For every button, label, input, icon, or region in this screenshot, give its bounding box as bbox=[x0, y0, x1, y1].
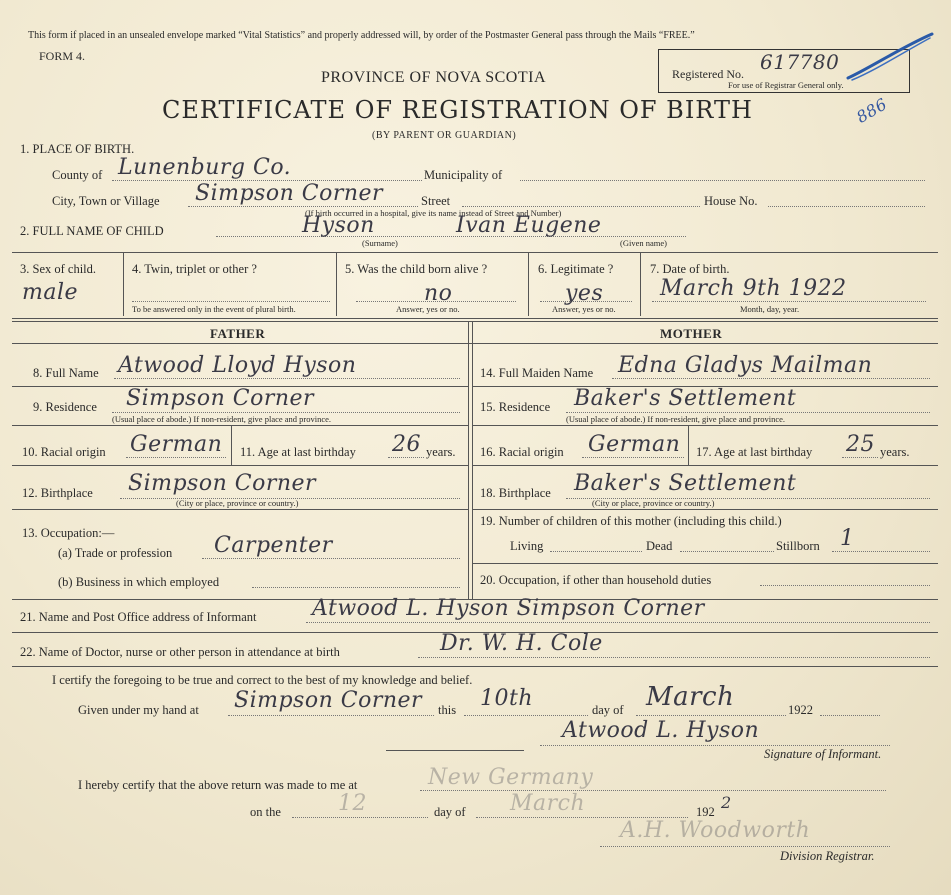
legitimate-value: yes bbox=[565, 281, 604, 306]
day-value: 10th bbox=[480, 686, 534, 711]
divider bbox=[472, 465, 938, 466]
divider bbox=[12, 318, 938, 319]
mother-race: German bbox=[588, 432, 681, 457]
month-line bbox=[636, 715, 786, 716]
mother-years: years. bbox=[880, 445, 910, 459]
registrar-signature-line bbox=[600, 846, 890, 847]
on-the-label: on the bbox=[250, 805, 281, 819]
mother-name-line bbox=[612, 378, 930, 379]
certify-line: I certify the foregoing to be true and correct to the best of my knowledge and belief. bbox=[52, 673, 473, 687]
informant-signature: Atwood L. Hyson bbox=[562, 718, 760, 743]
mother-race-label: 16. Racial origin bbox=[480, 445, 564, 459]
mother-name-label: 14. Full Maiden Name bbox=[480, 366, 594, 380]
business-label: (b) Business in which employed bbox=[58, 575, 220, 589]
registrar-line: I hereby certify that the above return was made to me at bbox=[78, 778, 358, 792]
father-birthplace-label: 12. Birthplace bbox=[22, 486, 93, 500]
father-race-line bbox=[126, 457, 226, 458]
trade-line bbox=[202, 558, 460, 559]
registrar-day: 12 bbox=[338, 791, 367, 816]
mother-age: 25 bbox=[846, 432, 875, 457]
child-given-name: Ivan Eugene bbox=[456, 213, 602, 238]
stillborn-value: 1 bbox=[840, 526, 855, 551]
divider bbox=[688, 425, 689, 465]
child-surname: Hyson bbox=[302, 213, 375, 238]
registrar-place: New Germany bbox=[428, 765, 594, 790]
mother-header: MOTHER bbox=[660, 326, 723, 341]
trade-value: Carpenter bbox=[214, 533, 333, 558]
form-number: FORM 4. bbox=[39, 49, 86, 63]
city-label: City, Town or Village bbox=[52, 194, 160, 208]
side-mark: 886 bbox=[853, 94, 891, 127]
dead-label: Dead bbox=[646, 539, 673, 553]
year-line bbox=[820, 715, 880, 716]
this-label: this bbox=[438, 703, 457, 717]
house-line bbox=[768, 206, 925, 207]
father-race-label: 10. Racial origin bbox=[22, 445, 106, 459]
informant-label: 21. Name and Post Office address of Informant bbox=[20, 610, 257, 624]
trade-label: (a) Trade or profession bbox=[58, 546, 173, 560]
county-value: Lunenburg Co. bbox=[118, 155, 292, 180]
mother-name: Edna Gladys Mailman bbox=[618, 353, 873, 378]
doctor-line bbox=[418, 657, 930, 658]
registered-label: Registered No. bbox=[672, 67, 744, 81]
legitimate-note: Answer, yes or no. bbox=[552, 304, 616, 314]
given-label: Given under my hand at bbox=[78, 703, 199, 717]
alive-value: no bbox=[424, 281, 453, 306]
divider bbox=[12, 666, 938, 667]
postal-notice: This form if placed in an unsealed envelope marked “Vital Statistics” and properly addressed will, by order of the Postmaster General pass through the Mails “FREE.” bbox=[28, 30, 695, 41]
registrar-day-line bbox=[292, 817, 428, 818]
father-age: 26 bbox=[392, 432, 421, 457]
divider bbox=[231, 425, 232, 465]
mother-occupation-label: 20. Occupation, if other than household duties bbox=[480, 573, 712, 587]
street-label: Street bbox=[421, 194, 451, 208]
municipality-label: Municipality of bbox=[424, 168, 503, 182]
city-value: Simpson Corner bbox=[195, 181, 384, 206]
divider bbox=[472, 563, 938, 564]
hospital-note: (If birth occurred in a hospital, give its name instead of Street and Number) bbox=[305, 208, 562, 218]
divider bbox=[123, 252, 124, 316]
mother-occupation-line bbox=[760, 585, 930, 586]
business-line bbox=[252, 587, 460, 588]
father-residence-line bbox=[112, 412, 460, 413]
father-birthplace-note: (City or place, province or country.) bbox=[176, 498, 299, 508]
mother-residence: Baker's Settlement bbox=[574, 386, 797, 411]
given-place-line bbox=[228, 715, 434, 716]
occupation-label: 13. Occupation:— bbox=[22, 526, 115, 540]
mother-age-label: 17. Age at last birthday bbox=[696, 445, 813, 459]
county-label: County of bbox=[52, 168, 103, 182]
registrar-year-prefix: 192 bbox=[696, 805, 715, 819]
father-name: Atwood Lloyd Hyson bbox=[118, 353, 357, 378]
living-label: Living bbox=[510, 539, 544, 553]
registrar-title: Division Registrar. bbox=[780, 849, 875, 863]
twin-line bbox=[132, 301, 330, 302]
birth-date-line bbox=[652, 301, 926, 302]
divider bbox=[640, 252, 641, 316]
father-years: years. bbox=[426, 445, 456, 459]
blue-check-mark bbox=[840, 28, 940, 88]
alive-note: Answer, yes or no. bbox=[396, 304, 460, 314]
father-residence: Simpson Corner bbox=[126, 386, 315, 411]
sex-label: 3. Sex of child. bbox=[20, 262, 97, 276]
given-name-note: (Given name) bbox=[620, 238, 667, 248]
municipality-line bbox=[520, 180, 925, 181]
mother-age-line bbox=[842, 457, 878, 458]
sex-value: male bbox=[22, 280, 79, 305]
father-birthplace: Simpson Corner bbox=[128, 471, 317, 496]
month-value: March bbox=[646, 682, 735, 712]
dead-line bbox=[680, 551, 774, 552]
twin-note: To be answered only in the event of plural birth. bbox=[132, 304, 296, 314]
year-value: 1922 bbox=[788, 703, 813, 717]
registrar-month: March bbox=[510, 791, 586, 816]
mother-birthplace-label: 18. Birthplace bbox=[480, 486, 551, 500]
birth-date-note: Month, day, year. bbox=[740, 304, 800, 314]
divider bbox=[468, 321, 469, 599]
mother-residence-note: (Usual place of abode.) If non-resident, give place and province. bbox=[566, 414, 786, 424]
day-of-label: day of bbox=[592, 703, 624, 717]
signature-label: Signature of Informant. bbox=[764, 747, 882, 761]
informant-value: Atwood L. Hyson Simpson Corner bbox=[312, 596, 705, 621]
father-residence-label: 9. Residence bbox=[33, 400, 97, 414]
divider bbox=[472, 425, 938, 426]
informant-line bbox=[306, 622, 930, 623]
house-label: House No. bbox=[704, 194, 758, 208]
divider bbox=[336, 252, 337, 316]
divider bbox=[528, 252, 529, 316]
birth-date-value: March 9th 1922 bbox=[660, 276, 847, 301]
divider bbox=[12, 425, 468, 426]
birth-date-label: 7. Date of birth. bbox=[650, 262, 730, 276]
divider bbox=[12, 343, 938, 344]
legitimate-label: 6. Legitimate ? bbox=[538, 262, 614, 276]
city-line bbox=[188, 206, 418, 207]
divider bbox=[12, 465, 468, 466]
registrar-signature: A.H. Woodworth bbox=[620, 818, 811, 843]
children-label: 19. Number of children of this mother (including this child.) bbox=[480, 514, 782, 528]
place-of-birth-header: 1. PLACE OF BIRTH. bbox=[20, 142, 135, 156]
certificate-title: CERTIFICATE OF REGISTRATION OF BIRTH bbox=[162, 96, 753, 124]
day-line bbox=[464, 715, 588, 716]
registrar-day-of-label: day of bbox=[434, 805, 466, 819]
surname-note: (Surname) bbox=[362, 238, 398, 248]
divider bbox=[12, 509, 468, 510]
father-age-line bbox=[388, 457, 424, 458]
father-name-line bbox=[114, 378, 460, 379]
province-heading: PROVINCE OF NOVA SCOTIA bbox=[321, 69, 547, 86]
mother-residence-line bbox=[566, 412, 930, 413]
child-name-label: 2. FULL NAME OF CHILD bbox=[20, 224, 164, 238]
father-residence-note: (Usual place of abode.) If non-resident, give place and province. bbox=[112, 414, 332, 424]
child-name-line bbox=[216, 236, 686, 237]
divider bbox=[472, 321, 473, 599]
mother-race-line bbox=[582, 457, 684, 458]
mother-birthplace: Baker's Settlement bbox=[574, 471, 797, 496]
given-place: Simpson Corner bbox=[234, 688, 423, 713]
divider bbox=[12, 252, 938, 253]
doctor-label: 22. Name of Doctor, nurse or other person in attendance at birth bbox=[20, 645, 340, 659]
father-age-label: 11. Age at last birthday bbox=[240, 445, 356, 459]
divider bbox=[12, 321, 938, 322]
mother-birthplace-note: (City or place, province or country.) bbox=[592, 498, 715, 508]
father-name-label: 8. Full Name bbox=[33, 366, 99, 380]
registered-note: For use of Registrar General only. bbox=[728, 80, 844, 90]
registered-number: 617780 bbox=[760, 50, 840, 74]
twin-label: 4. Twin, triplet or other ? bbox=[132, 262, 257, 276]
divider bbox=[472, 509, 938, 510]
certificate-subtitle: (BY PARENT OR GUARDIAN) bbox=[372, 130, 517, 141]
stillborn-label: Stillborn bbox=[776, 539, 820, 553]
registrar-year-suffix: 2 bbox=[721, 793, 732, 812]
living-line bbox=[550, 551, 642, 552]
registrar-place-line bbox=[420, 790, 886, 791]
alive-label: 5. Was the child born alive ? bbox=[345, 262, 488, 276]
signature-line bbox=[540, 745, 890, 746]
father-header: FATHER bbox=[210, 326, 266, 341]
father-race: German bbox=[130, 432, 223, 457]
street-line bbox=[462, 206, 700, 207]
doctor-value: Dr. W. H. Cole bbox=[440, 631, 603, 656]
stillborn-line bbox=[832, 551, 930, 552]
divider bbox=[386, 750, 524, 751]
mother-residence-label: 15. Residence bbox=[480, 400, 551, 414]
